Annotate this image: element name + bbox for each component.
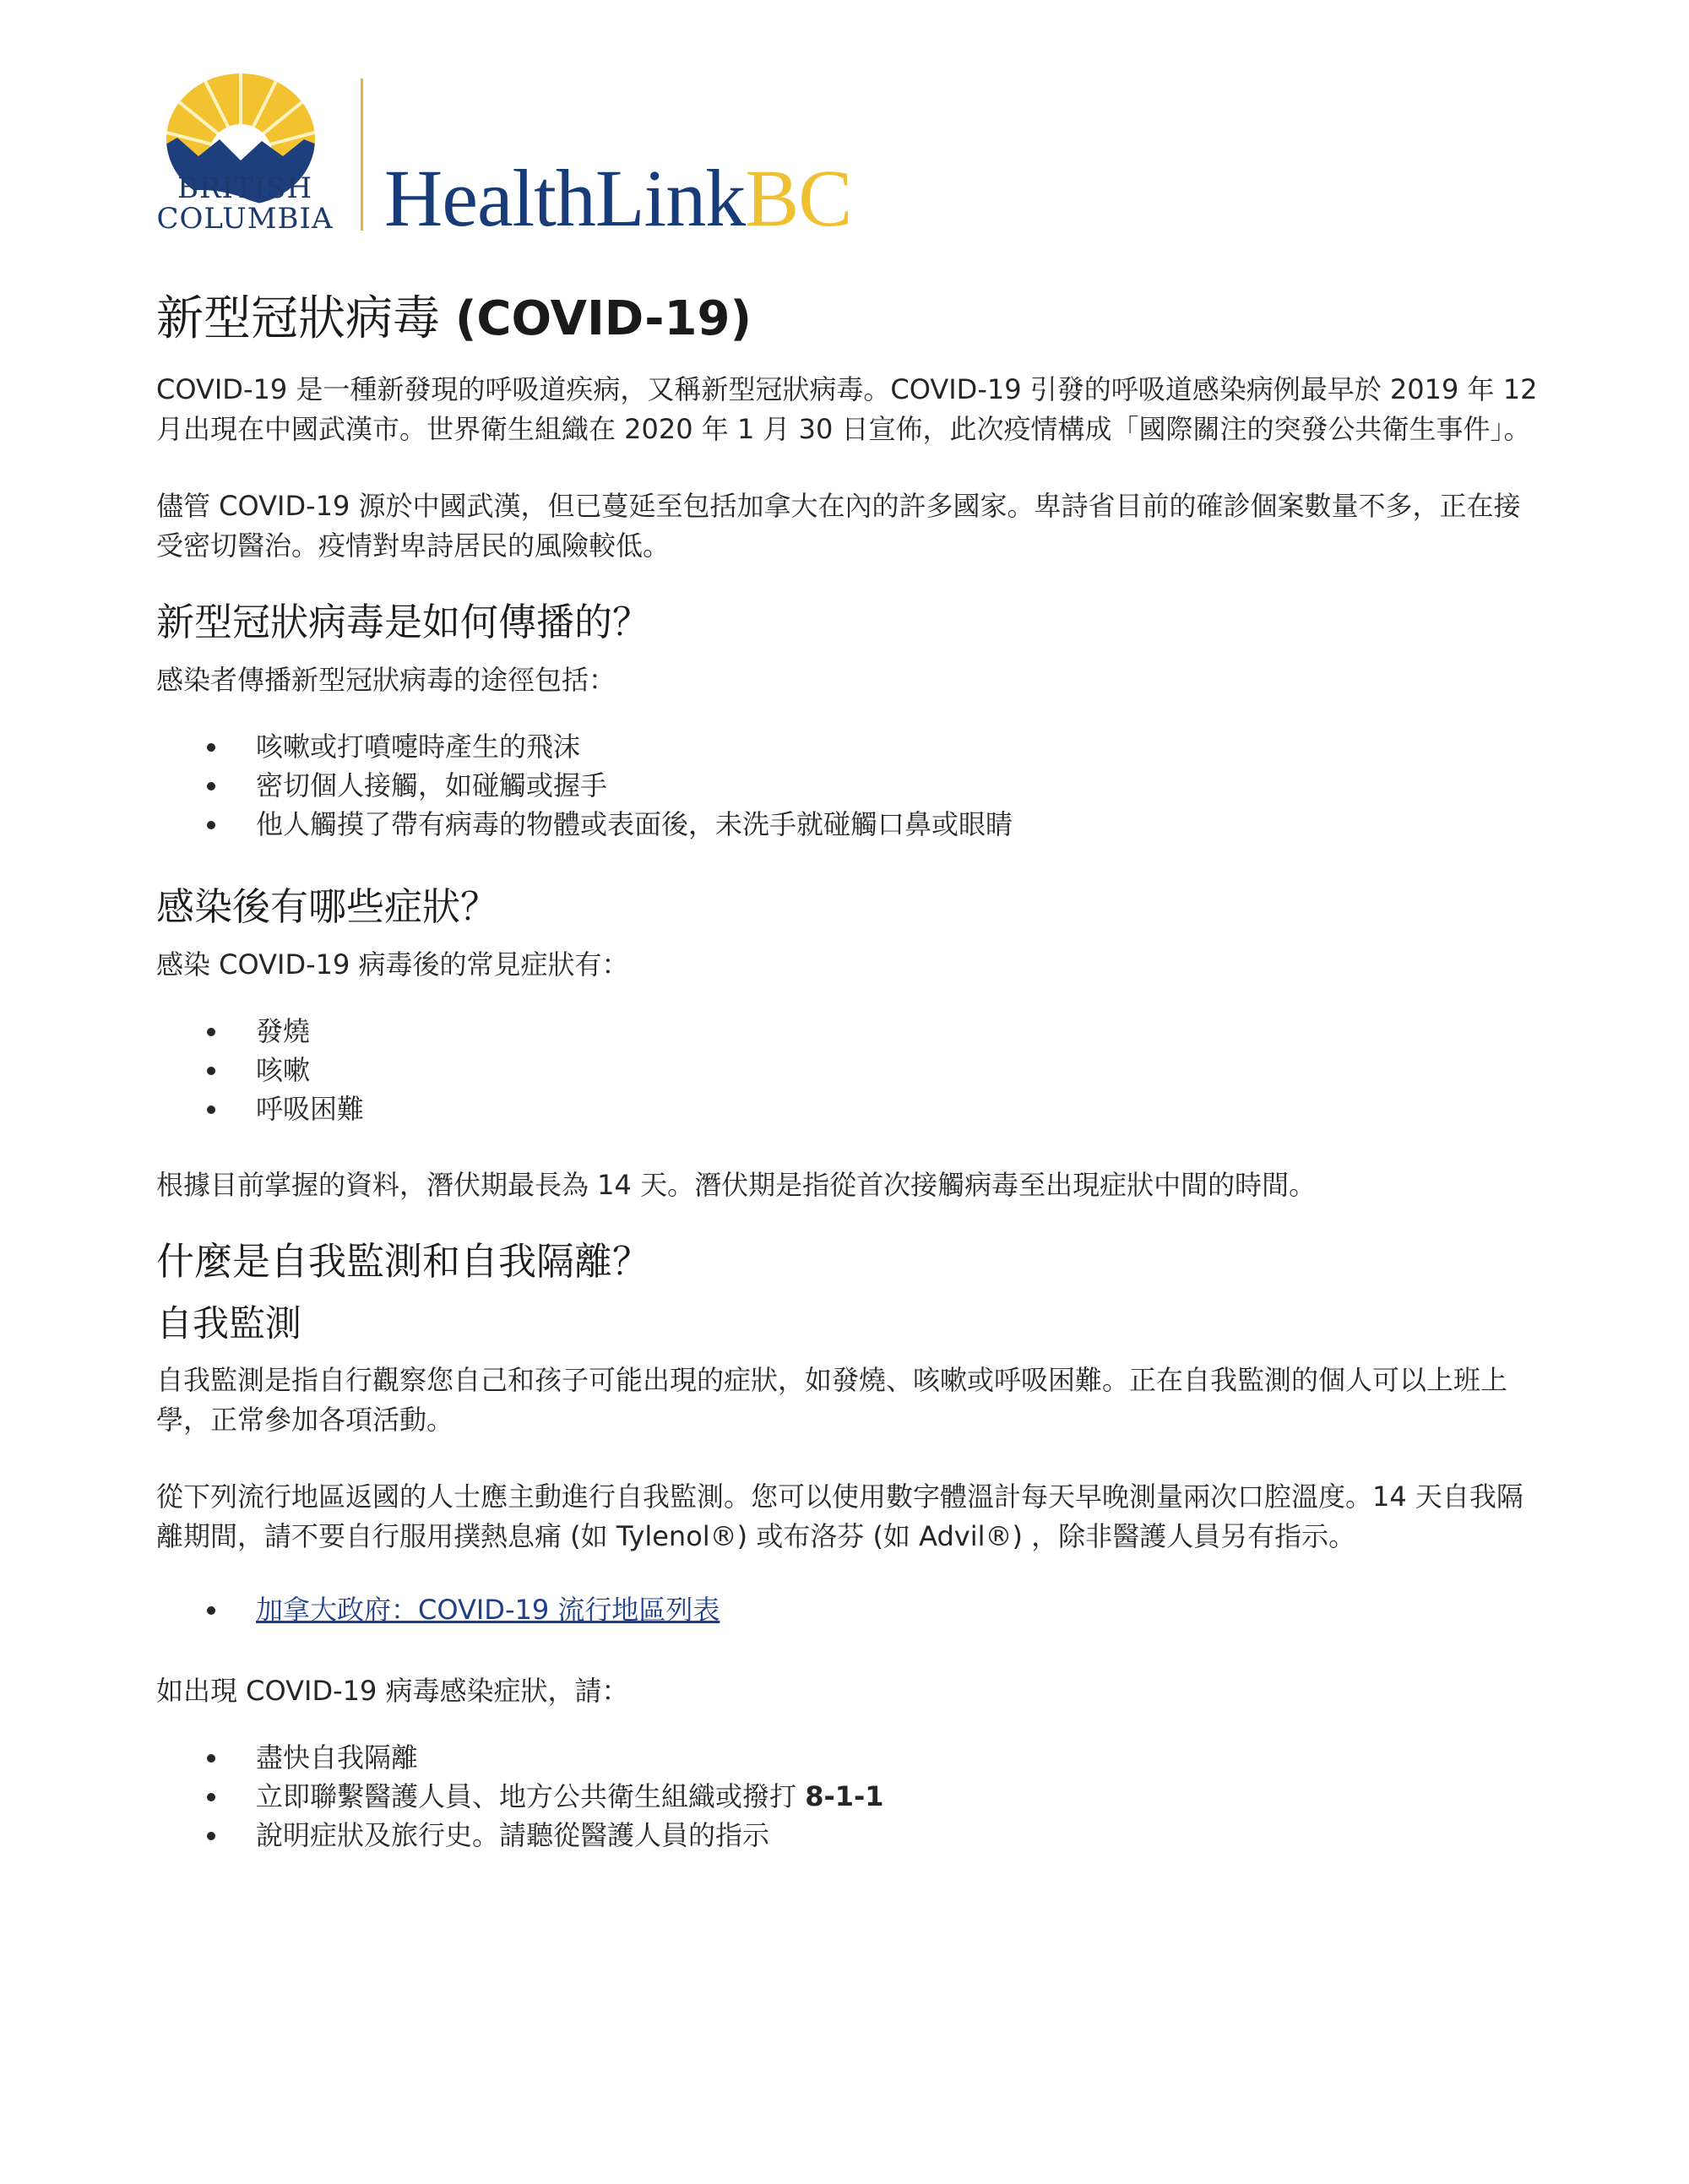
title-zh: 新型冠狀病毒: [156, 291, 455, 346]
logo-divider: [361, 79, 363, 231]
list-item: 咳嗽: [156, 1051, 1541, 1089]
action-text: 說明症狀及旅行史。請聽從醫護人員的指示: [256, 1819, 770, 1851]
action-text: 盡快自我隔離: [256, 1741, 419, 1774]
actions-list: [156, 1738, 1541, 1855]
british-columbia-wordmark: [152, 173, 338, 234]
bc-line-1: BRITISH: [177, 171, 313, 205]
symptoms-lead: 感染 COVID-19 病毒後的常見症狀有：: [156, 948, 629, 981]
spread-list: [156, 727, 1541, 844]
spread-heading: 新型冠狀病毒是如何傳播的？: [156, 600, 651, 644]
document-body: [156, 287, 1541, 1892]
bc-text: BC: [745, 153, 852, 243]
symptoms-heading: 感染後有哪些症狀？: [156, 884, 499, 929]
list-item: 他人觸摸了帶有病毒的物體或表面後，未洗手就碰觸口鼻或眼睛: [156, 805, 1541, 844]
page-title: [156, 287, 1541, 351]
list-item: 發燒: [156, 1012, 1541, 1051]
symptoms-list: [156, 1012, 1541, 1128]
affected-areas-list: [156, 1590, 1541, 1629]
list-item: [156, 1738, 1541, 1777]
healthlinkbc-wordmark: [384, 153, 852, 243]
action-text: 立即聯繫醫護人員、地方公共衛生組織或撥打: [256, 1780, 806, 1812]
spread-lead: 感染者傳播新型冠狀病毒的途徑包括：: [156, 664, 616, 696]
monitoring-paragraph-1: 自我監測是指自行觀察您自己和孩子可能出現的症狀，如發燒、咳嗽或呼吸困難。正在自我監測的個人可以上班上學，正常參加各項活動。: [156, 1364, 1508, 1436]
monitoring-paragraph-2: 從下列流行地區返國的人士應主動進行自我監測。您可以使用數字體溫計每天早晚測量兩次口腔溫度。14 天自我隔離期間，請不要自行服用撲熱息痛 (如 Tylenol®) 或布洛芬 (如 Advil®) ，除非醫護人員另有指示。: [156, 1480, 1523, 1552]
list-item: 密切個人接觸，如碰觸或握手: [156, 766, 1541, 805]
monitoring-heading: 什麼是自我監測和自我隔離？: [156, 1239, 651, 1284]
affected-areas-link[interactable]: 加拿大政府：COVID-19 流行地區列表: [256, 1594, 720, 1626]
list-item: 呼吸困難: [156, 1089, 1541, 1128]
healthlinkbc-logo: [152, 72, 852, 243]
incubation-paragraph: 根據目前掌握的資料，潛伏期最長為 14 天。潛伏期是指從首次接觸病毒至出現症狀中間的時間。: [156, 1169, 1317, 1201]
title-en: (COVID-19): [454, 291, 752, 346]
self-monitoring-subheading: 自我監測: [156, 1303, 301, 1345]
bc-line-2: COLUMBIA: [156, 202, 334, 236]
intro-paragraph-2: 儘管 COVID-19 源於中國武漢，但已蔓延至包括加拿大在內的許多國家。卑詩省目前的確診個案數量不多，正在接受密切醫治。疫情對卑詩居民的風險較低。: [156, 490, 1521, 562]
list-item: 咳嗽或打噴嚏時產生的飛沫: [156, 727, 1541, 766]
list-item: [156, 1590, 1541, 1629]
phone-number-811: 8-1-1: [805, 1780, 884, 1812]
list-item: [156, 1816, 1541, 1855]
if-symptoms-lead: 如出現 COVID-19 病毒感染症狀，請：: [156, 1675, 629, 1707]
healthlink-text: HealthLink: [384, 153, 746, 243]
intro-paragraph-1: COVID-19 是一種新發現的呼吸道疾病，又稱新型冠狀病毒。COVID-19 引發的呼吸道感染病例最早於 2019 年 12 月出現在中國武漢市。世界衛生組織在 2020 年 1 月 30 日宣佈，此次疫情構成「國際關注的突發公共衛生事件」。: [156, 373, 1538, 445]
list-item: [156, 1777, 1541, 1816]
